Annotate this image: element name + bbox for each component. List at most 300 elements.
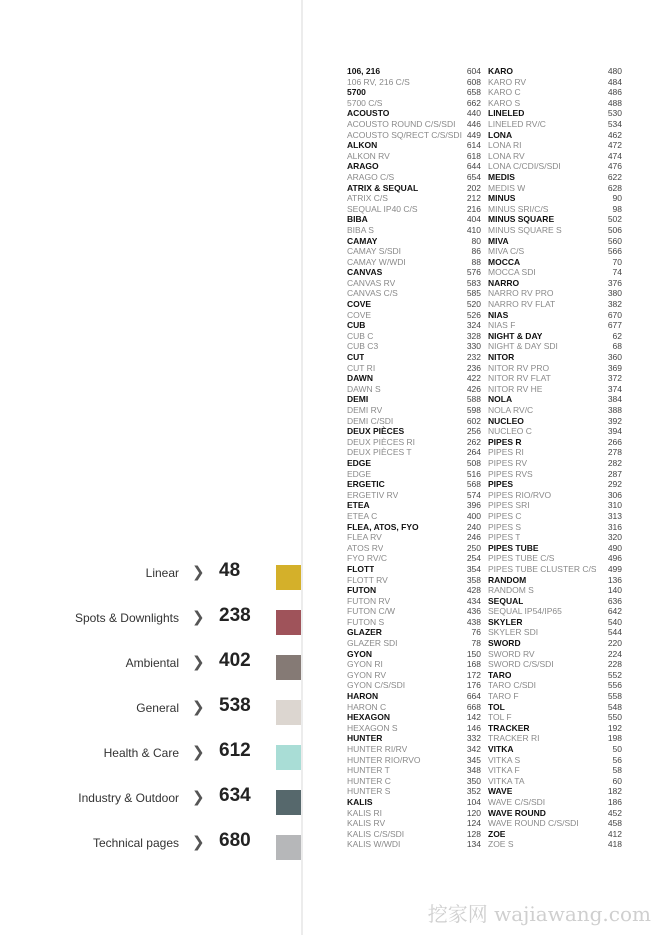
product-name: COVE — [347, 299, 372, 310]
index-entry[interactable] — [488, 839, 622, 850]
index-entry[interactable] — [347, 172, 481, 183]
index-entry[interactable] — [488, 670, 622, 681]
product-page-number: 320 — [607, 532, 622, 543]
chevron-right-icon: ❯ — [192, 699, 205, 716]
index-entry[interactable] — [488, 680, 622, 691]
index-entry[interactable] — [347, 416, 481, 427]
index-entry[interactable] — [347, 225, 481, 236]
chevron-right-icon: ❯ — [192, 564, 205, 581]
product-page-number: 192 — [607, 722, 622, 733]
product-name: FYO RV/C — [347, 553, 387, 564]
index-entry[interactable] — [488, 352, 622, 363]
category-page-number: 680 — [219, 830, 251, 851]
product-name: PIPES RV — [488, 457, 528, 468]
category-color-swatch — [276, 835, 301, 860]
index-entry[interactable] — [488, 564, 622, 575]
product-name: BIBA — [347, 214, 368, 225]
index-entry[interactable] — [488, 712, 622, 723]
index-entry[interactable] — [347, 130, 481, 141]
index-entry[interactable] — [347, 341, 481, 352]
index-entry[interactable] — [347, 66, 481, 77]
product-page-number: 396 — [466, 500, 481, 511]
index-entry[interactable] — [488, 469, 622, 480]
product-name: MINUS — [488, 193, 516, 204]
index-entry[interactable] — [488, 384, 622, 395]
index-entry[interactable] — [488, 140, 622, 151]
product-name: CANVAS C/S — [347, 288, 398, 299]
product-page-number: 602 — [466, 415, 481, 426]
index-entry[interactable] — [347, 108, 481, 119]
index-entry[interactable] — [347, 564, 481, 575]
product-page-number: 80 — [471, 235, 481, 246]
index-entry[interactable] — [488, 225, 622, 236]
category-label: General — [136, 701, 179, 715]
product-page-number: 530 — [607, 108, 622, 119]
product-page-number: 146 — [466, 722, 481, 733]
index-entry[interactable] — [488, 77, 622, 88]
product-name: SKYLER — [488, 616, 523, 627]
product-name: ATRIX C/S — [347, 193, 388, 204]
index-entry[interactable] — [347, 405, 481, 416]
product-page-number: 392 — [607, 415, 622, 426]
index-entry[interactable] — [347, 310, 481, 321]
index-entry[interactable] — [347, 649, 481, 660]
index-entry[interactable] — [488, 447, 622, 458]
index-entry[interactable] — [347, 691, 481, 702]
category-color-swatch — [276, 790, 301, 815]
index-entry[interactable] — [347, 447, 481, 458]
index-entry[interactable] — [488, 183, 622, 194]
product-page-number: 486 — [607, 87, 622, 98]
product-name: PIPES SRI — [488, 500, 530, 511]
product-page-number: 140 — [607, 585, 622, 596]
product-page-number: 58 — [612, 765, 622, 776]
product-name: PIPES R — [488, 436, 522, 447]
index-entry[interactable] — [488, 66, 622, 77]
category-color-swatch — [276, 700, 301, 725]
product-page-number: 614 — [466, 140, 481, 151]
product-name: KALIS RI — [347, 807, 382, 818]
index-entry[interactable] — [347, 193, 481, 204]
product-page-number: 488 — [607, 97, 622, 108]
product-page-number: 410 — [466, 224, 481, 235]
product-name: KALIS W/WDI — [347, 839, 401, 850]
product-name: CAMAY W/WDI — [347, 256, 406, 267]
product-page-number: 76 — [471, 627, 481, 638]
index-entry[interactable] — [488, 638, 622, 649]
index-entry[interactable] — [347, 214, 481, 225]
product-name: 106 RV, 216 C/S — [347, 76, 410, 87]
product-page-number: 452 — [607, 807, 622, 818]
product-name: SEQUAL — [488, 595, 524, 606]
index-entry[interactable] — [347, 161, 481, 172]
index-entry[interactable] — [347, 829, 481, 840]
index-entry[interactable] — [488, 765, 622, 776]
product-page-number: 436 — [466, 606, 481, 617]
product-name: FLEA, ATOS, FYO — [347, 521, 419, 532]
index-entry[interactable] — [488, 119, 622, 130]
category-nav-item[interactable] — [0, 825, 301, 870]
product-page-number: 342 — [466, 744, 481, 754]
index-entry[interactable] — [488, 797, 622, 808]
index-entry[interactable] — [488, 87, 622, 98]
product-name: NITOR — [488, 352, 515, 363]
index-entry[interactable] — [347, 776, 481, 787]
index-entry[interactable] — [488, 627, 622, 638]
product-page-number: 608 — [466, 76, 481, 87]
product-name: NIAS F — [488, 320, 516, 331]
product-page-number: 534 — [607, 118, 622, 129]
product-page-number: 264 — [466, 447, 481, 458]
index-entry[interactable] — [488, 161, 622, 172]
index-entry[interactable] — [488, 416, 622, 427]
product-name: ACOUSTO — [347, 108, 390, 119]
product-page-number: 598 — [466, 405, 481, 415]
index-entry[interactable] — [347, 437, 481, 448]
product-page-number: 202 — [466, 182, 481, 193]
chevron-right-icon: ❯ — [192, 834, 205, 851]
category-nav-item[interactable] — [0, 600, 301, 645]
index-entry[interactable] — [488, 649, 622, 660]
product-name: KARO — [488, 66, 514, 76]
index-entry[interactable] — [347, 680, 481, 691]
product-page-number: 668 — [466, 701, 481, 712]
index-entry[interactable] — [347, 659, 481, 670]
index-entry[interactable] — [347, 320, 481, 331]
product-page-number: 232 — [466, 352, 481, 363]
product-page-number: 622 — [607, 171, 622, 182]
product-name: NUCLEO — [488, 415, 524, 426]
index-entry[interactable] — [488, 363, 622, 374]
product-name: NARRO RV FLAT — [488, 299, 556, 310]
product-page-number: 316 — [607, 521, 622, 532]
product-name: NOLA — [488, 394, 513, 405]
product-page-number: 446 — [466, 118, 481, 129]
index-entry[interactable] — [488, 151, 622, 162]
category-nav-item[interactable] — [0, 780, 301, 825]
index-entry[interactable] — [347, 500, 481, 511]
watermark: 挖家网 wajiawang.com — [427, 902, 651, 926]
index-entry[interactable] — [488, 818, 622, 829]
category-color-swatch — [276, 655, 301, 680]
product-page-number: 484 — [607, 76, 622, 87]
product-page-number: 228 — [607, 659, 622, 670]
index-entry[interactable] — [347, 723, 481, 734]
product-name: CUB — [347, 320, 366, 331]
index-entry[interactable] — [488, 341, 622, 352]
index-entry[interactable] — [488, 522, 622, 533]
product-page-number: 506 — [607, 224, 622, 235]
product-page-number: 172 — [466, 669, 481, 680]
product-name: NIGHT & DAY — [488, 330, 543, 341]
index-entry[interactable] — [488, 490, 622, 501]
category-nav-item[interactable] — [0, 645, 301, 690]
product-name: HARON C — [347, 701, 387, 712]
product-page-number: 472 — [607, 140, 622, 151]
product-name: NIGHT & DAY SDI — [488, 341, 558, 352]
product-name: DEUX PIÈCES RI — [347, 436, 416, 447]
product-page-number: 426 — [466, 383, 481, 394]
index-entry[interactable] — [347, 786, 481, 797]
product-page-number: 198 — [607, 733, 622, 744]
product-name: HUNTER T — [347, 765, 390, 776]
index-entry[interactable] — [347, 236, 481, 247]
category-label: Linear — [145, 566, 179, 580]
category-page-number: 634 — [219, 785, 251, 806]
product-name: ERGETIC — [347, 479, 385, 490]
index-entry[interactable] — [347, 575, 481, 586]
product-name: ZOE S — [488, 839, 514, 850]
index-entry[interactable] — [488, 617, 622, 628]
product-name: GYON C/S/SDI — [347, 680, 406, 691]
product-name: COVE — [347, 309, 372, 320]
index-entry[interactable] — [347, 479, 481, 490]
product-page-number: 250 — [466, 542, 481, 553]
index-entry[interactable] — [488, 659, 622, 670]
index-entry[interactable] — [488, 331, 622, 342]
product-name: LINELED — [488, 108, 525, 119]
index-entry[interactable] — [347, 151, 481, 162]
index-entry[interactable] — [347, 755, 481, 766]
index-entry[interactable] — [488, 320, 622, 331]
product-name: NARRO — [488, 277, 520, 288]
index-entry[interactable] — [347, 543, 481, 554]
index-entry[interactable] — [347, 596, 481, 607]
product-name: CAMAY S/SDI — [347, 246, 402, 257]
product-page-number: 585 — [466, 288, 481, 299]
index-entry[interactable] — [488, 479, 622, 490]
index-entry[interactable] — [488, 808, 622, 819]
product-name: NARRO RV PRO — [488, 288, 554, 299]
index-entry[interactable] — [488, 130, 622, 141]
product-name: PIPES RVS — [488, 468, 533, 479]
index-entry[interactable] — [488, 829, 622, 840]
product-name: KALIS RV — [347, 818, 386, 829]
index-entry[interactable] — [488, 405, 622, 416]
index-entry[interactable] — [347, 77, 481, 88]
product-page-number: 266 — [607, 436, 622, 447]
index-entry[interactable] — [347, 384, 481, 395]
index-entry[interactable] — [488, 172, 622, 183]
product-page-number: 404 — [466, 214, 481, 225]
product-name: ERGETIV RV — [347, 489, 399, 500]
product-name: MEDIS W — [488, 182, 526, 193]
product-name: MINUS SQUARE S — [488, 224, 562, 235]
product-name: HUNTER C — [347, 775, 391, 786]
index-entry[interactable] — [347, 522, 481, 533]
index-entry[interactable] — [488, 553, 622, 564]
index-entry[interactable] — [347, 299, 481, 310]
index-entry[interactable] — [347, 627, 481, 638]
index-entry[interactable] — [347, 278, 481, 289]
index-entry[interactable] — [347, 808, 481, 819]
index-entry[interactable] — [347, 140, 481, 151]
product-page-number: 496 — [607, 553, 622, 564]
product-page-number: 246 — [466, 532, 481, 543]
index-entry[interactable] — [347, 426, 481, 437]
product-name: 5700 C/S — [347, 97, 383, 108]
index-entry[interactable] — [347, 490, 481, 501]
product-page-number: 310 — [607, 500, 622, 511]
index-entry[interactable] — [488, 278, 622, 289]
product-page-number: 438 — [466, 616, 481, 627]
index-entry[interactable] — [347, 394, 481, 405]
product-page-number: 90 — [612, 193, 622, 204]
index-entry[interactable] — [488, 702, 622, 713]
index-entry[interactable] — [347, 363, 481, 374]
index-entry[interactable] — [488, 373, 622, 384]
index-entry[interactable] — [488, 236, 622, 247]
index-entry[interactable] — [347, 818, 481, 829]
index-entry[interactable] — [347, 797, 481, 808]
product-page-number: 330 — [466, 341, 481, 352]
product-page-number: 499 — [607, 563, 622, 574]
index-entry[interactable] — [488, 744, 622, 755]
product-page-number: 350 — [466, 775, 481, 786]
chevron-right-icon: ❯ — [192, 789, 205, 806]
index-entry[interactable] — [347, 183, 481, 194]
index-entry[interactable] — [488, 500, 622, 511]
index-entry[interactable] — [347, 744, 481, 755]
index-entry[interactable] — [347, 765, 481, 776]
product-name: HARON — [347, 691, 379, 702]
index-entry[interactable] — [488, 193, 622, 204]
product-name: LINELED RV/C — [488, 118, 546, 129]
index-entry[interactable] — [347, 532, 481, 543]
index-entry[interactable] — [488, 437, 622, 448]
index-entry[interactable] — [347, 331, 481, 342]
category-nav-item[interactable] — [0, 690, 301, 735]
product-page-number: 182 — [607, 786, 622, 797]
product-name: FLEA RV — [347, 532, 382, 543]
product-name: BIBA S — [347, 224, 374, 235]
index-entry[interactable] — [488, 394, 622, 405]
index-entry[interactable] — [347, 553, 481, 564]
product-page-number: 520 — [466, 299, 481, 310]
index-entry[interactable] — [488, 511, 622, 522]
index-entry[interactable] — [347, 267, 481, 278]
product-page-number: 462 — [607, 129, 622, 140]
product-page-number: 670 — [607, 309, 622, 320]
index-entry[interactable] — [347, 469, 481, 480]
index-entry[interactable] — [488, 575, 622, 586]
product-name: DAWN — [347, 373, 373, 384]
product-page-number: 348 — [466, 765, 481, 776]
index-entry[interactable] — [488, 776, 622, 787]
index-entry[interactable] — [488, 267, 622, 278]
category-page-number: 238 — [219, 605, 251, 626]
product-name: VITKA — [488, 744, 514, 754]
index-entry[interactable] — [488, 204, 622, 215]
category-nav-item[interactable] — [0, 735, 301, 780]
index-entry[interactable] — [347, 839, 481, 850]
product-index-column-2 — [488, 66, 622, 850]
index-entry[interactable] — [347, 288, 481, 299]
product-page-number: 540 — [607, 616, 622, 627]
index-entry[interactable] — [488, 288, 622, 299]
index-entry[interactable] — [488, 733, 622, 744]
product-page-number: 474 — [607, 150, 622, 161]
index-entry[interactable] — [347, 638, 481, 649]
index-entry[interactable] — [347, 712, 481, 723]
index-entry[interactable] — [347, 373, 481, 384]
index-entry[interactable] — [488, 755, 622, 766]
product-name: SWORD — [488, 638, 521, 649]
index-entry[interactable] — [347, 352, 481, 363]
index-entry[interactable] — [488, 532, 622, 543]
product-name: KARO RV — [488, 76, 527, 87]
index-entry[interactable] — [347, 458, 481, 469]
index-entry[interactable] — [347, 98, 481, 109]
index-entry[interactable] — [488, 98, 622, 109]
index-entry[interactable] — [347, 511, 481, 522]
index-entry[interactable] — [347, 606, 481, 617]
index-entry[interactable] — [347, 257, 481, 268]
product-page-number: 104 — [466, 796, 481, 807]
product-page-number: 358 — [466, 574, 481, 585]
product-name: VITKA F — [488, 765, 520, 776]
product-name: ETEA C — [347, 510, 378, 521]
product-name: TARO C/SDI — [488, 680, 537, 691]
product-page-number: 212 — [466, 193, 481, 204]
index-entry[interactable] — [347, 585, 481, 596]
index-entry[interactable] — [488, 596, 622, 607]
index-entry[interactable] — [488, 691, 622, 702]
index-entry[interactable] — [488, 458, 622, 469]
product-name: GLAZER — [347, 627, 382, 638]
product-name: DEMI RV — [347, 405, 383, 415]
index-entry[interactable] — [488, 299, 622, 310]
index-entry[interactable] — [488, 426, 622, 437]
product-name: CUB C — [347, 330, 374, 341]
product-name: KARO C — [488, 87, 521, 98]
product-name: PIPES T — [488, 532, 521, 543]
index-entry[interactable] — [347, 246, 481, 257]
product-page-number: 150 — [466, 648, 481, 659]
index-entry[interactable] — [347, 87, 481, 98]
index-entry[interactable] — [488, 786, 622, 797]
product-page-number: 328 — [466, 330, 481, 341]
index-entry[interactable] — [488, 310, 622, 321]
product-name: TOL F — [488, 712, 512, 723]
index-entry[interactable] — [347, 702, 481, 713]
product-name: MOCCA SDI — [488, 267, 536, 278]
index-entry[interactable] — [488, 108, 622, 119]
index-entry[interactable] — [347, 733, 481, 744]
index-entry[interactable] — [347, 670, 481, 681]
index-entry[interactable] — [488, 246, 622, 257]
product-name: RANDOM S — [488, 585, 534, 596]
product-page-number: 384 — [607, 394, 622, 405]
index-entry[interactable] — [347, 119, 481, 130]
product-page-number: 628 — [607, 182, 622, 193]
product-page-number: 422 — [466, 373, 481, 384]
index-entry[interactable] — [347, 204, 481, 215]
index-entry[interactable] — [347, 617, 481, 628]
product-name: PIPES RIO/RVO — [488, 489, 552, 500]
index-entry[interactable] — [488, 723, 622, 734]
index-entry[interactable] — [488, 606, 622, 617]
index-entry[interactable] — [488, 585, 622, 596]
index-entry[interactable] — [488, 214, 622, 225]
product-name: EDGE — [347, 457, 372, 468]
product-name: ATRIX & SEQUAL — [347, 182, 419, 193]
category-nav-item[interactable] — [0, 555, 301, 600]
index-entry[interactable] — [488, 257, 622, 268]
product-name: TRACKER RI — [488, 733, 540, 744]
index-entry[interactable] — [488, 543, 622, 554]
product-name: CANVAS RV — [347, 277, 396, 288]
